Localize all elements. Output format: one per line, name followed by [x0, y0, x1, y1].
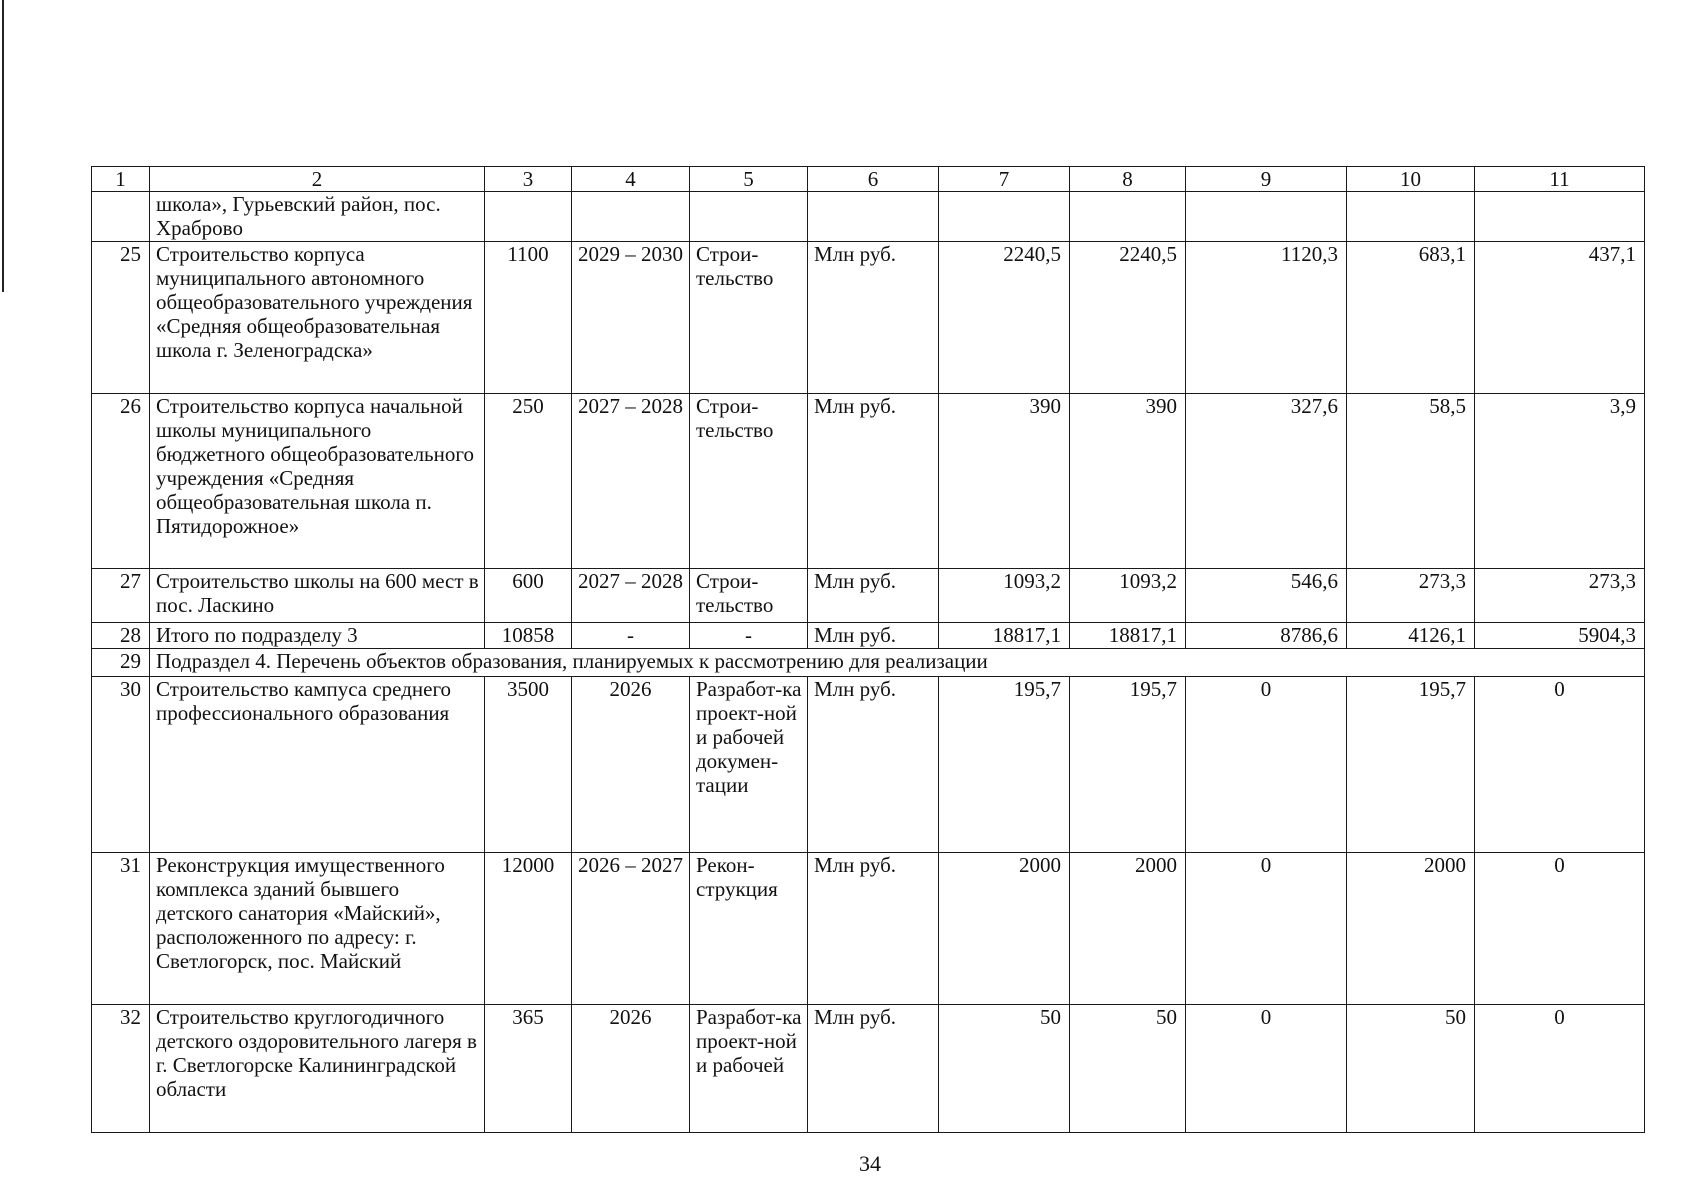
value-cell	[1070, 192, 1186, 242]
row-number: 31	[92, 853, 150, 1005]
period-cell: 2026 – 2027	[572, 853, 690, 1005]
work-type-cell: Строи-тельство	[690, 242, 808, 394]
work-type-cell: Строи-тельство	[690, 394, 808, 569]
value-cell: 50	[1347, 1005, 1475, 1133]
value-cell: 2000	[939, 853, 1070, 1005]
unit-cell: Млн руб.	[808, 569, 939, 623]
header-row	[92, 167, 1645, 192]
value-cell: 0	[1475, 853, 1645, 1005]
objects-table	[91, 166, 1645, 1133]
work-type-cell: Разработ-ка проект-ной и рабочей	[690, 1005, 808, 1133]
header-cell: 2	[150, 167, 485, 192]
value-cell: 4126,1	[1347, 623, 1475, 649]
header-cell: 7	[939, 167, 1070, 192]
value-cell: 195,7	[1070, 677, 1186, 853]
value-cell: 683,1	[1347, 242, 1475, 394]
header-cell: 6	[808, 167, 939, 192]
value-cell: 2240,5	[939, 242, 1070, 394]
capacity-cell: 12000	[485, 853, 572, 1005]
work-type-cell: Строи-тельство	[690, 569, 808, 623]
row-number: 26	[92, 394, 150, 569]
value-cell: 3,9	[1475, 394, 1645, 569]
object-name: Строительство корпуса муниципального автономного общеобразовательного учреждения «Средняя общеобразовательная школа г. Зеленоградска»	[150, 242, 485, 394]
work-type-cell: Рекон-струкция	[690, 853, 808, 1005]
table-row	[92, 1005, 1645, 1133]
table-row	[92, 677, 1645, 853]
unit-cell: Млн руб.	[808, 677, 939, 853]
value-cell: 195,7	[1347, 677, 1475, 853]
object-name: Строительство школы на 600 мест в пос. Ласкино	[150, 569, 485, 623]
period-cell: -	[572, 623, 690, 649]
capacity-cell: 1100	[485, 242, 572, 394]
row-number: 32	[92, 1005, 150, 1133]
table-row	[92, 394, 1645, 569]
unit-cell: Млн руб.	[808, 853, 939, 1005]
value-cell: 273,3	[1475, 569, 1645, 623]
value-cell: 437,1	[1475, 242, 1645, 394]
value-cell: 1093,2	[1070, 569, 1186, 623]
value-cell	[1186, 192, 1347, 242]
row-number: 29	[92, 649, 150, 677]
header-cell: 10	[1347, 167, 1475, 192]
period-cell: 2026	[572, 1005, 690, 1133]
value-cell: 50	[1070, 1005, 1186, 1133]
capacity-cell	[485, 192, 572, 242]
header-cell: 3	[485, 167, 572, 192]
value-cell: 1093,2	[939, 569, 1070, 623]
value-cell: 2000	[1070, 853, 1186, 1005]
value-cell: 273,3	[1347, 569, 1475, 623]
capacity-cell: 365	[485, 1005, 572, 1133]
period-cell: 2029 – 2030	[572, 242, 690, 394]
value-cell: 546,6	[1186, 569, 1347, 623]
table-row	[92, 242, 1645, 394]
value-cell	[1347, 192, 1475, 242]
section-heading: Подраздел 4. Перечень объектов образования, планируемых к рассмотрению для реализации	[150, 649, 1645, 677]
value-cell: 2240,5	[1070, 242, 1186, 394]
capacity-cell: 250	[485, 394, 572, 569]
work-type-cell: -	[690, 623, 808, 649]
value-cell: 18817,1	[1070, 623, 1186, 649]
object-name: школа», Гурьевский район, пос. Храброво	[150, 192, 485, 242]
unit-cell	[808, 192, 939, 242]
value-cell: 8786,6	[1186, 623, 1347, 649]
value-cell: 5904,3	[1475, 623, 1645, 649]
object-name: Итого по подразделу 3	[150, 623, 485, 649]
object-name: Строительство кампуса среднего профессионального образования	[150, 677, 485, 853]
value-cell: 0	[1186, 1005, 1347, 1133]
value-cell: 0	[1475, 1005, 1645, 1133]
value-cell: 1120,3	[1186, 242, 1347, 394]
period-cell	[572, 192, 690, 242]
page-number: 34	[859, 1151, 881, 1176]
value-cell: 18817,1	[939, 623, 1070, 649]
unit-cell: Млн руб.	[808, 242, 939, 394]
section-row	[92, 649, 1645, 677]
unit-cell: Млн руб.	[808, 1005, 939, 1133]
value-cell: 0	[1475, 677, 1645, 853]
value-cell: 0	[1186, 677, 1347, 853]
row-number: 27	[92, 569, 150, 623]
capacity-cell: 10858	[485, 623, 572, 649]
value-cell: 58,5	[1347, 394, 1475, 569]
row-number	[92, 192, 150, 242]
object-name: Реконструкция имущественного комплекса зданий бывшего детского санатория «Майский», расположенного по адресу: г. Светлогорск, пос. Майский	[150, 853, 485, 1005]
value-cell: 195,7	[939, 677, 1070, 853]
period-cell: 2026	[572, 677, 690, 853]
period-cell: 2027 – 2028	[572, 569, 690, 623]
work-type-cell: Разработ-ка проект-ной и рабочей докумен-тации	[690, 677, 808, 853]
header-cell: 4	[572, 167, 690, 192]
header-cell: 9	[1186, 167, 1347, 192]
capacity-cell: 600	[485, 569, 572, 623]
period-cell: 2027 – 2028	[572, 394, 690, 569]
row-number: 30	[92, 677, 150, 853]
table-row	[92, 192, 1645, 242]
object-name: Строительство круглогодичного детского оздоровительного лагеря в г. Светлогорске Калининградской области	[150, 1005, 485, 1133]
header-cell: 11	[1475, 167, 1645, 192]
object-name: Строительство корпуса начальной школы муниципального бюджетного общеобразовательного учреждения «Средняя общеобразовательная школа п. Пятидорожное»	[150, 394, 485, 569]
left-margin-rule	[2, 0, 4, 292]
unit-cell: Млн руб.	[808, 623, 939, 649]
value-cell: 390	[1070, 394, 1186, 569]
subtotal-row	[92, 623, 1645, 649]
table-row	[92, 569, 1645, 623]
work-type-cell	[690, 192, 808, 242]
value-cell: 327,6	[1186, 394, 1347, 569]
value-cell: 2000	[1347, 853, 1475, 1005]
value-cell: 50	[939, 1005, 1070, 1133]
value-cell: 390	[939, 394, 1070, 569]
unit-cell: Млн руб.	[808, 394, 939, 569]
header-cell: 8	[1070, 167, 1186, 192]
header-cell: 5	[690, 167, 808, 192]
row-number: 25	[92, 242, 150, 394]
table-row	[92, 853, 1645, 1005]
value-cell	[939, 192, 1070, 242]
capacity-cell: 3500	[485, 677, 572, 853]
row-number: 28	[92, 623, 150, 649]
value-cell	[1475, 192, 1645, 242]
value-cell: 0	[1186, 853, 1347, 1005]
header-cell: 1	[92, 167, 150, 192]
